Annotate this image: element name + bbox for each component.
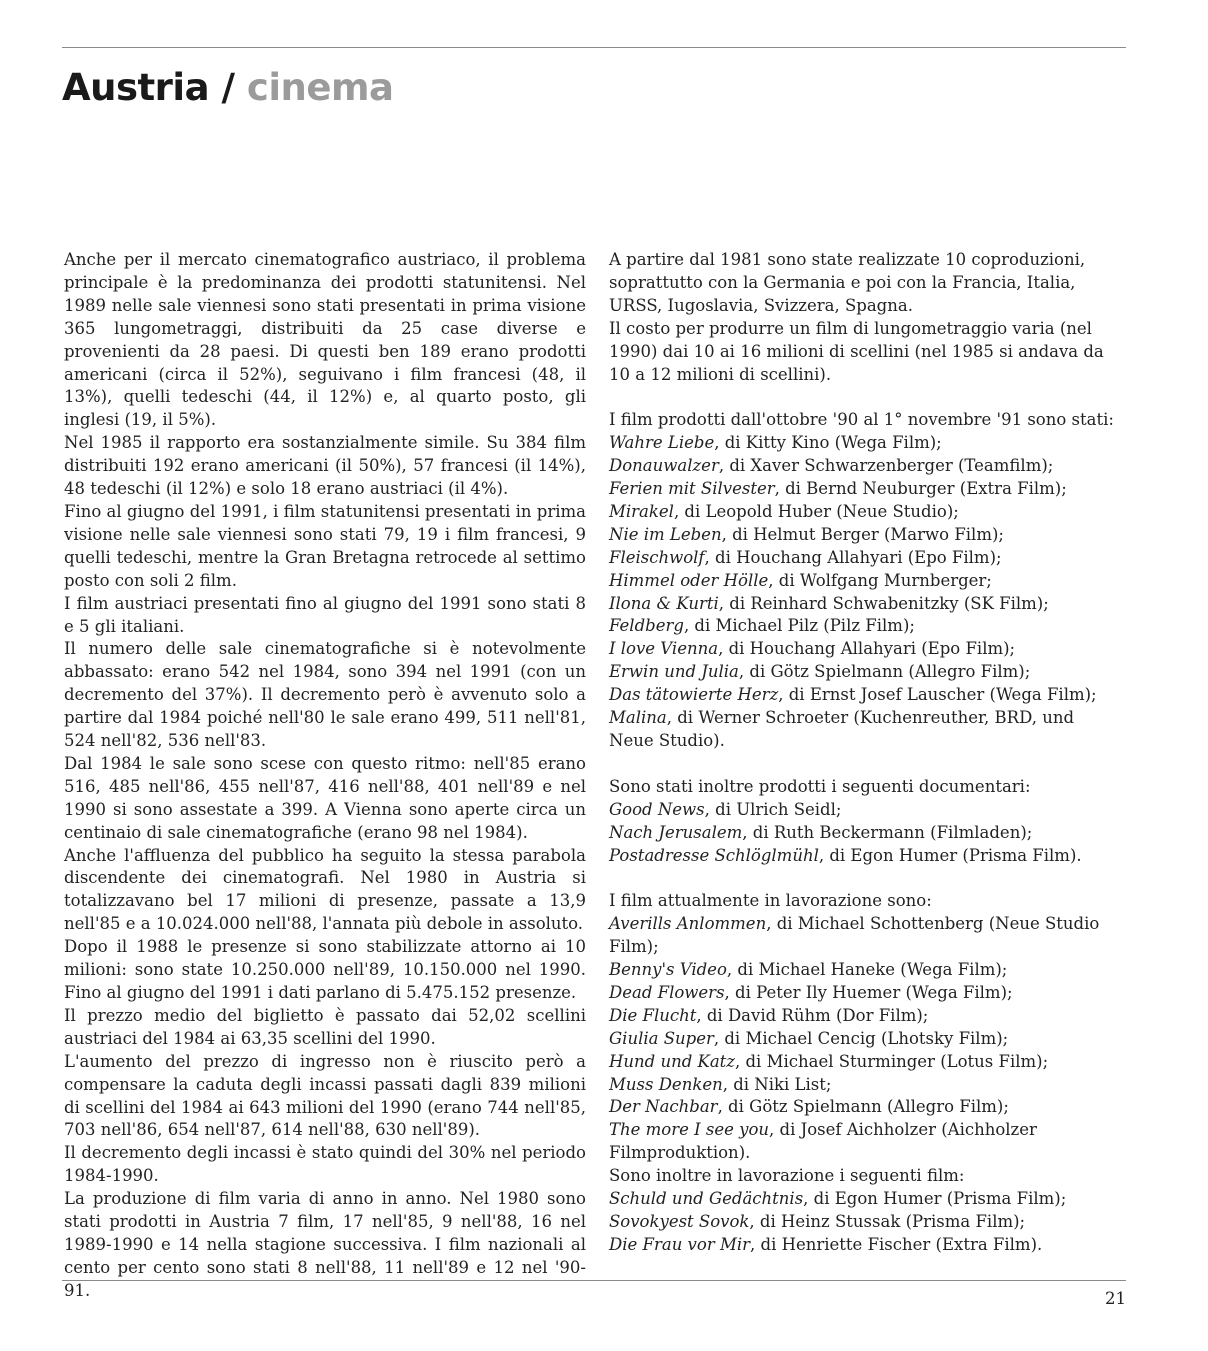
extra-in-production-list: [609, 1188, 1117, 1257]
film-title: Schuld und Gedächtnis: [609, 1189, 804, 1209]
film-credit: , di Leopold Huber (Neue Studio);: [673, 501, 959, 521]
title-country: Austria: [62, 66, 210, 109]
film-title: Muss Denken: [609, 1074, 723, 1094]
film-credit: , di Ernst Josef Lauscher (Wega Film);: [778, 685, 1097, 705]
film-entry: [609, 1234, 1117, 1257]
spacer: [609, 753, 1117, 776]
film-title: Nach Jerusalem: [609, 822, 743, 842]
film-entry: [609, 661, 1117, 684]
film-title: Averills Anlommen: [609, 914, 767, 934]
in-production-intro: I film attualmente in lavorazione sono:: [609, 891, 932, 911]
film-title: Hund und Katz: [609, 1051, 735, 1071]
film-credit: , di Egon Humer (Prisma Film).: [818, 845, 1082, 865]
paragraph: Dal 1984 le sale sono scese con questo ritmo: nell'85 erano 516, 485 nell'86, 455 nell'87, 416 nell'88, 401 nell'89 e nel 1990 si sono assestate a 399. A Vienna sono aperte circa un centinaio di sale cinematografiche (erano 98 nel 1984).: [64, 753, 586, 842]
film-title: Wahre Liebe: [609, 433, 715, 453]
film-credit: , di Bernd Neuburger (Extra Film);: [774, 479, 1067, 499]
paragraph: Il decremento degli incassi è stato quindi del 30% nel periodo 1984-1990.: [64, 1143, 586, 1186]
spacer: [609, 867, 1117, 890]
paragraph: Anche per il mercato cinematografico austriaco, il problema principale è la predominanza dei prodotti statunitensi. Nel 1989 nelle sale viennesi sono stati presentati in prima visione 365 lungometraggi, distribuiti da 25 case diverse e provenienti da 28 paesi. Di questi ben 189 erano prodotti americani (circa il 52%), seguivano i film francesi (48, il 13%), quelli tedeschi (44, il 12%) e, al quarto posto, gli inglesi (19, il 5%).: [64, 250, 586, 430]
film-entry: [609, 570, 1117, 593]
film-title: Ilona & Kurti: [609, 593, 719, 613]
film-title: Erwin und Julia: [609, 662, 739, 682]
film-credit: , di Ulrich Seidl;: [704, 799, 842, 819]
film-title: Malina: [609, 708, 667, 728]
paragraph: Nel 1985 il rapporto era sostanzialmente simile. Su 384 film distribuiti 192 erano americani (il 50%), 57 francesi (il 14%), 48 tedeschi (il 12%) e solo 18 erano austriaci (il 4%).: [64, 433, 586, 499]
paragraph: Il prezzo medio del biglietto è passato dai 52,02 scellini austriaci del 1984 ai 63,35 scellini del 1990.: [64, 1005, 586, 1048]
film-entry: [609, 1074, 1117, 1097]
film-entry: [609, 684, 1117, 707]
film-entry: [609, 913, 1117, 959]
film-entry: [609, 432, 1117, 455]
footer-rule: [62, 1280, 1126, 1281]
film-entry: [609, 982, 1117, 1005]
film-title: The more I see you: [609, 1120, 770, 1140]
paragraph: Fino al giugno del 1991, i film statunitensi presentati in prima visione nelle sale viennesi sono stati 79, 19 i film francesi, 9 quelli tedeschi, mentre la Gran Bretagna retrocede al settimo posto con soli 2 film.: [64, 501, 586, 590]
film-title: Das tätowierte Herz: [609, 685, 779, 705]
film-title: Benny's Video: [609, 960, 727, 980]
page-title: [62, 64, 393, 112]
film-credit: , di Helmut Berger (Marwo Film);: [721, 524, 1004, 544]
film-credit: , di David Rühm (Dor Film);: [696, 1005, 929, 1025]
film-credit: , di Josef Aichholzer (Aichholzer Filmproduktion).: [609, 1120, 1037, 1163]
film-credit: , di Kitty Kino (Wega Film);: [714, 433, 942, 453]
film-title: Der Nachbar: [609, 1097, 718, 1117]
film-credit: , di Michael Cencig (Lhotsky Film);: [713, 1028, 1009, 1048]
documentaries-intro: Sono stati inoltre prodotti i seguenti documentari:: [609, 776, 1031, 796]
header-rule: [62, 47, 1126, 48]
film-credit: , di Werner Schroeter (Kuchenreuther, BRD, und Neue Studio).: [609, 708, 1075, 751]
documentaries-list: [609, 799, 1117, 868]
film-credit: , di Michael Pilz (Pilz Film);: [683, 616, 915, 636]
film-entry: [609, 1096, 1117, 1119]
page-number: 21: [1105, 1289, 1126, 1308]
paragraph: L'aumento del prezzo di ingresso non è riuscito però a compensare la caduta degli incassi passati dagli 839 milioni di scellini del 1984 ai 643 milioni del 1990 (erano 744 nell'85, 703 nell'86, 654 nell'87, 614 nell'88, 630 nell'89).: [64, 1051, 586, 1140]
film-credit: , di Ruth Beckermann (Filmladen);: [742, 822, 1033, 842]
coproductions-paragraph: A partire dal 1981 sono state realizzate 10 coproduzioni, soprattutto con la Germania e poi con la Francia, Italia, URSS, Iugoslavia, Svizzera, Spagna.: [609, 250, 1086, 315]
film-title: Sovokyest Sovok: [609, 1212, 750, 1232]
film-entry: [609, 822, 1117, 845]
film-credit: , di Peter Ily Huemer (Wega Film);: [724, 982, 1013, 1002]
film-entry: [609, 1211, 1117, 1234]
film-title: Ferien mit Silvester: [609, 479, 775, 499]
film-credit: , di Houchang Allahyari (Epo Film);: [718, 639, 1016, 659]
film-credit: , di Xaver Schwarzenberger (Teamfilm);: [718, 456, 1054, 476]
paragraph: La produzione di film varia di anno in anno. Nel 1980 sono stati prodotti in Austria 7 film, 17 nell'85, 9 nell'88, 16 nel 1989-1990 e 14 nella stagione successiva. I film nazionali al cento per cento sono stati 8 nell'88, 11 nell'89 e 12 nel '90-91.: [64, 1189, 586, 1300]
film-entry: [609, 478, 1117, 501]
extra-in-production-intro: Sono inoltre in lavorazione i seguenti film:: [609, 1166, 965, 1186]
film-entry: [609, 1051, 1117, 1074]
left-column: [64, 249, 586, 1303]
film-entry: [609, 593, 1117, 616]
film-title: Nie im Leben: [609, 524, 722, 544]
film-entry: [609, 455, 1117, 478]
film-entry: [609, 1119, 1117, 1165]
title-separator: /: [221, 66, 235, 109]
film-title: Himmel oder Hölle: [609, 570, 769, 590]
film-entry: [609, 547, 1117, 570]
film-title: Feldberg: [609, 616, 684, 636]
film-title: Dead Flowers: [609, 982, 725, 1002]
film-entry: [609, 707, 1117, 753]
film-entry: [609, 959, 1117, 982]
film-credit: , di Heinz Stussak (Prisma Film);: [749, 1212, 1026, 1232]
film-title: Postadresse Schlöglmühl: [609, 845, 819, 865]
films-intro: I film prodotti dall'ottobre '90 al 1° novembre '91 sono stati:: [609, 410, 1114, 430]
film-credit: , di Michael Haneke (Wega Film);: [726, 960, 1008, 980]
film-entry: [609, 845, 1117, 868]
paragraph: I film austriaci presentati fino al giugno del 1991 sono stati 8 e 5 gli italiani.: [64, 593, 586, 636]
film-title: Die Frau vor Mir: [609, 1234, 751, 1254]
film-credit: , di Michael Schottenberg (Neue Studio Film);: [609, 914, 1100, 957]
film-entry: [609, 638, 1117, 661]
film-title: Good News: [609, 799, 705, 819]
paragraph: Il numero delle sale cinematografiche si è notevolmente abbassato: erano 542 nel 1984, sono 394 nel 1991 (con un decremento del 37%). Il decremento però è avvenuto solo a partire dal 1984 poiché nell'80 le sale erano 499, 511 nell'81, 524 nell'82, 536 nell'83.: [64, 639, 586, 751]
film-credit: , di Götz Spielmann (Allegro Film);: [717, 1097, 1009, 1117]
film-credit: , di Henriette Fischer (Extra Film).: [750, 1234, 1043, 1254]
film-entry: [609, 524, 1117, 547]
film-title: Donauwalzer: [609, 456, 719, 476]
films-produced-list: [609, 432, 1117, 753]
film-title: I love Vienna: [609, 639, 719, 659]
spacer: [609, 386, 1117, 409]
film-credit: , di Houchang Allahyari (Epo Film);: [704, 547, 1002, 567]
film-title: Die Flucht: [609, 1005, 697, 1025]
film-title: Giulia Super: [609, 1028, 714, 1048]
film-credit: , di Reinhard Schwabenitzky (SK Film);: [718, 593, 1049, 613]
paragraph: Anche l'affluenza del pubblico ha seguito la stessa parabola discendente dei cinematografi. Nel 1980 in Austria si totalizzavano bel 17 milioni di presenze, passate a 13,9 nell'85 e a 10.024.000 nell'88, l'annata più debole in assoluto.: [64, 845, 586, 934]
paragraph: Dopo il 1988 le presenze si sono stabilizzate attorno ai 10 milioni: sono state 10.250.000 nell'89, 10.150.000 nel 1990. Fino al giugno del 1991 i dati parlano di 5.475.152 presenze.: [64, 937, 586, 1002]
film-entry: [609, 501, 1117, 524]
in-production-list: [609, 913, 1117, 1165]
film-credit: , di Götz Spielmann (Allegro Film);: [738, 662, 1031, 682]
film-entry: [609, 1188, 1117, 1211]
film-title: Fleischwolf: [609, 547, 705, 567]
title-topic: cinema: [246, 66, 394, 109]
film-entry: [609, 799, 1117, 822]
film-entry: [609, 1028, 1117, 1051]
film-title: Mirakel: [609, 501, 674, 521]
film-entry: [609, 615, 1117, 638]
film-credit: , di Egon Humer (Prisma Film);: [803, 1189, 1067, 1209]
cost-paragraph: Il costo per produrre un film di lungometraggio varia (nel 1990) dai 10 ai 16 milioni di scellini (nel 1985 si andava da 10 a 12 milioni di scellini).: [609, 318, 1104, 384]
film-entry: [609, 1005, 1117, 1028]
film-credit: , di Wolfgang Murnberger;: [768, 570, 992, 590]
film-credit: , di Michael Sturminger (Lotus Film);: [735, 1051, 1049, 1071]
film-credit: , di Niki List;: [722, 1074, 832, 1094]
right-column: [609, 249, 1117, 1257]
